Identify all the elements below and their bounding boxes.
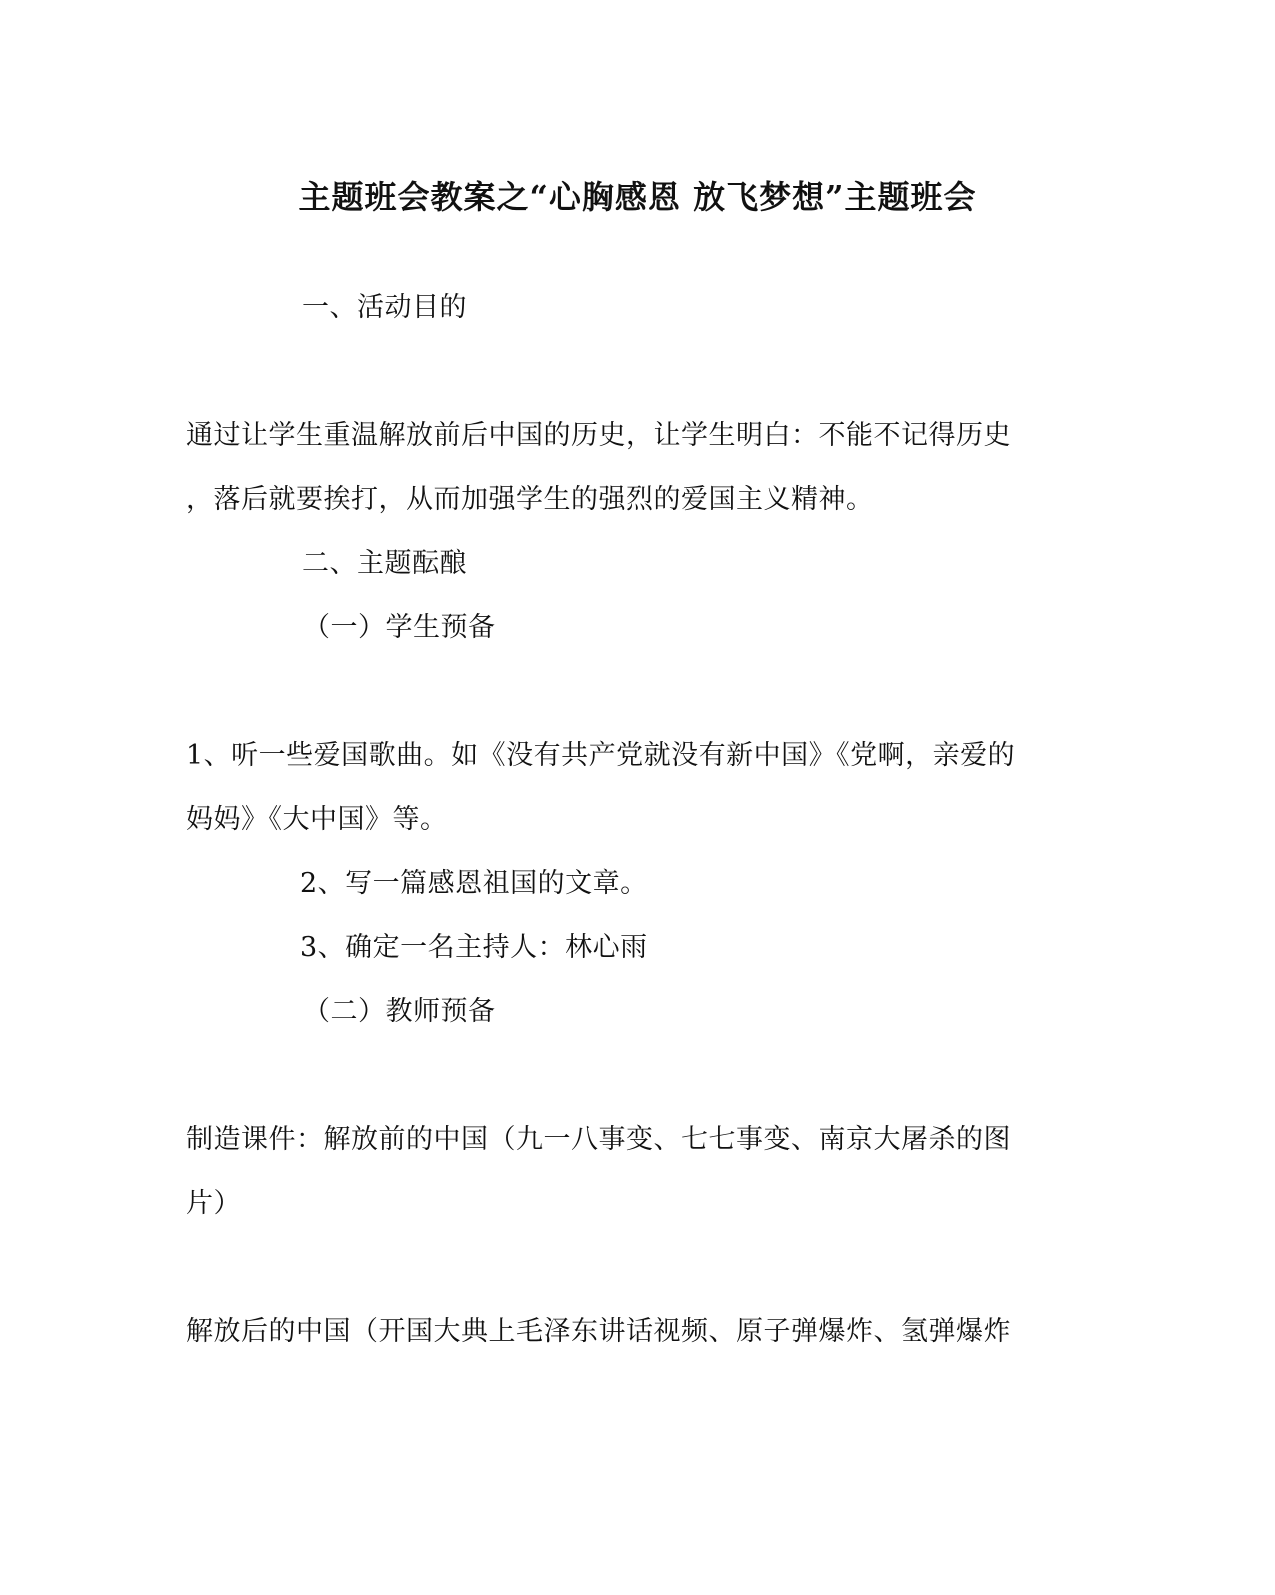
section-heading-1: 一、活动目的 — [302, 292, 467, 323]
paragraph-line: ，落后就要挨打，从而加强学生的强烈的爱国主义精神。 — [186, 484, 874, 515]
list-item: 2、写一篇感恩祖国的文章。 — [300, 868, 648, 899]
subsection-heading-2: （二）教师预备 — [303, 996, 496, 1027]
paragraph-line: 1、听一些爱国歌曲。如《没有共产党就没有新中国》《党啊，亲爱的 — [186, 740, 1016, 771]
paragraph-line: 制造课件：解放前的中国（九一八事变、七七事变、南京大屠杀的图 — [186, 1124, 1011, 1155]
paragraph-line: 通过让学生重温解放前后中国的历史，让学生明白：不能不记得历史 — [186, 420, 1011, 451]
list-item: 3、确定一名主持人：林心雨 — [300, 932, 648, 963]
subsection-heading-1: （一）学生预备 — [303, 612, 496, 643]
paragraph-line: 片） — [186, 1188, 241, 1219]
paragraph-line: 解放后的中国（开国大典上毛泽东讲话视频、原子弹爆炸、氢弹爆炸 — [186, 1316, 1011, 1347]
document-title: 主题班会教案之“心胸感恩 放飞梦想”主题班会 — [298, 178, 977, 216]
section-heading-2: 二、主题酝酿 — [302, 548, 467, 579]
paragraph-line: 妈妈》《大中国》等。 — [186, 804, 448, 835]
